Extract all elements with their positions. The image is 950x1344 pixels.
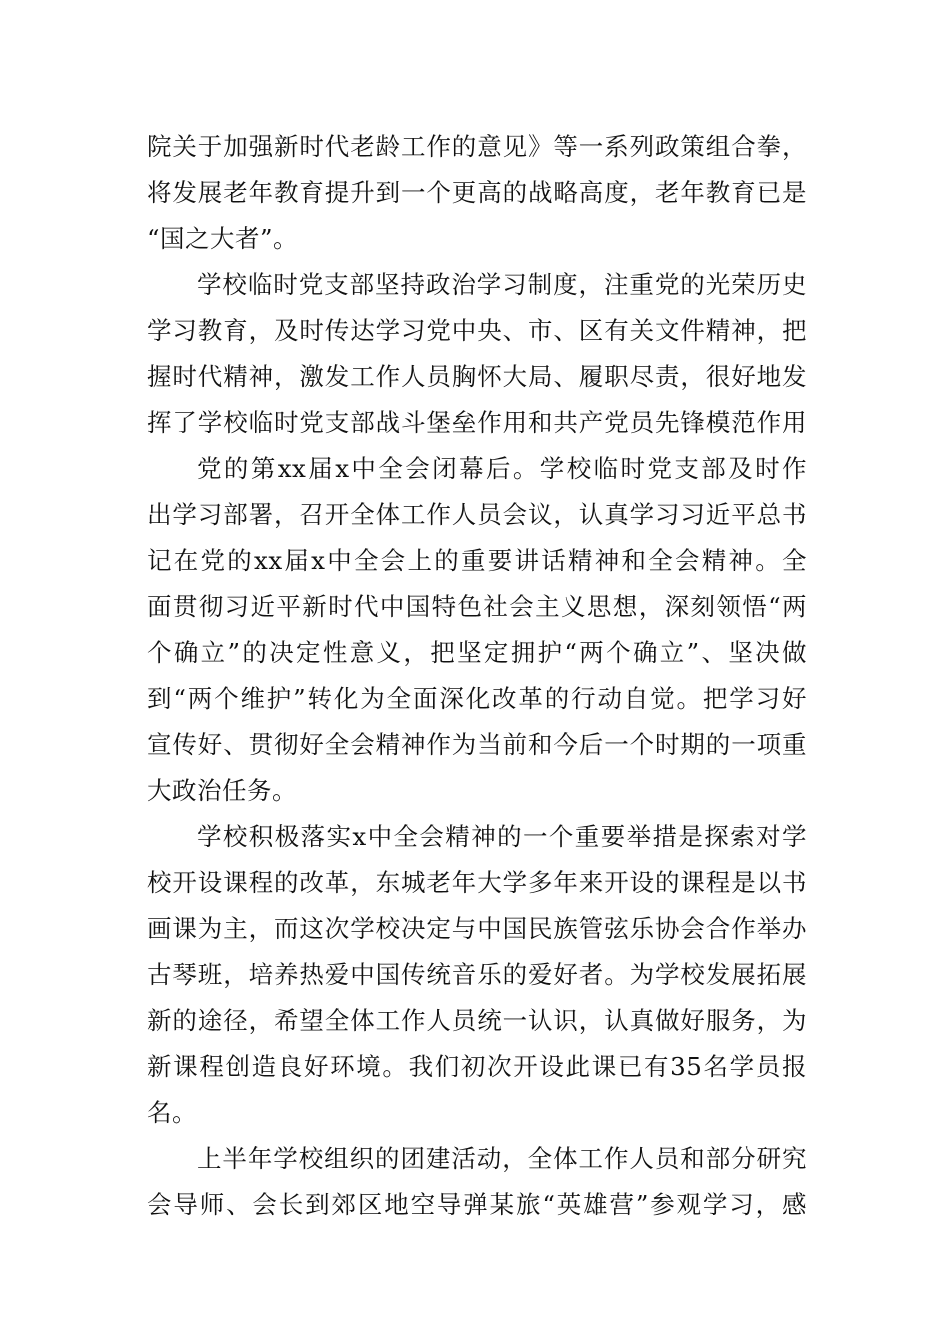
text-line: 大政治任务。 [147,776,297,805]
text-line: 学习教育，及时传达学习党中央、市、区有关文件精神，把 [147,316,807,345]
paragraph-first-line: 学校积极落实x中全会精神的一个重要举措是探索对学 [197,822,807,851]
paragraph-first-line: 上半年学校组织的团建活动，全体工作人员和部分研究 [197,1144,807,1173]
text-line: 会导师、会长到郊区地空导弹某旅“英雄营”参观学习，感 [147,1190,807,1219]
text-line: 个确立”的决定性意义，把坚定拥护“两个确立”、坚决做 [147,638,807,667]
text-line: 名。 [147,1098,197,1127]
text-line: 到“两个维护”转化为全面深化改革的行动自觉。把学习好 [147,684,807,713]
paragraph-first-line: 党的第xx届x中全会闭幕后。学校临时党支部及时作 [197,454,807,483]
text-line: 记在党的xx届x中全会上的重要讲话精神和全会精神。全 [147,546,807,575]
text-line: 画课为主，而这次学校决定与中国民族管弦乐协会合作举办 [147,914,807,943]
text-line: 古琴班，培养热爱中国传统音乐的爱好者。为学校发展拓展 [147,960,807,989]
text-line: 将发展老年教育提升到一个更高的战略高度，老年教育已是 [147,178,807,207]
text-line: “国之大者”。 [147,224,299,253]
text-line: 新的途径，希望全体工作人员统一认识，认真做好服务，为 [147,1006,807,1035]
paragraph-first-line: 学校临时党支部坚持政治学习制度，注重党的光荣历史 [197,270,807,299]
text-line: 宣传好、贯彻好全会精神作为当前和今后一个时期的一项重 [147,730,807,759]
text-line: 新课程创造良好环境。我们初次开设此课已有35名学员报 [147,1052,807,1081]
text-line: 面贯彻习近平新时代中国特色社会主义思想，深刻领悟“两 [147,592,807,621]
text-line: 挥了学校临时党支部战斗堡垒作用和共产党员先锋模范作用 [147,408,807,437]
text-line: 院关于加强新时代老龄工作的意见》等一系列政策组合拳， [147,132,807,161]
text-line: 握时代精神，激发工作人员胸怀大局、履职尽责，很好地发 [147,362,807,391]
text-line: 校开设课程的改革，东城老年大学多年来开设的课程是以书 [147,868,807,897]
text-line: 出学习部署，召开全体工作人员会议，认真学习习近平总书 [147,500,807,529]
